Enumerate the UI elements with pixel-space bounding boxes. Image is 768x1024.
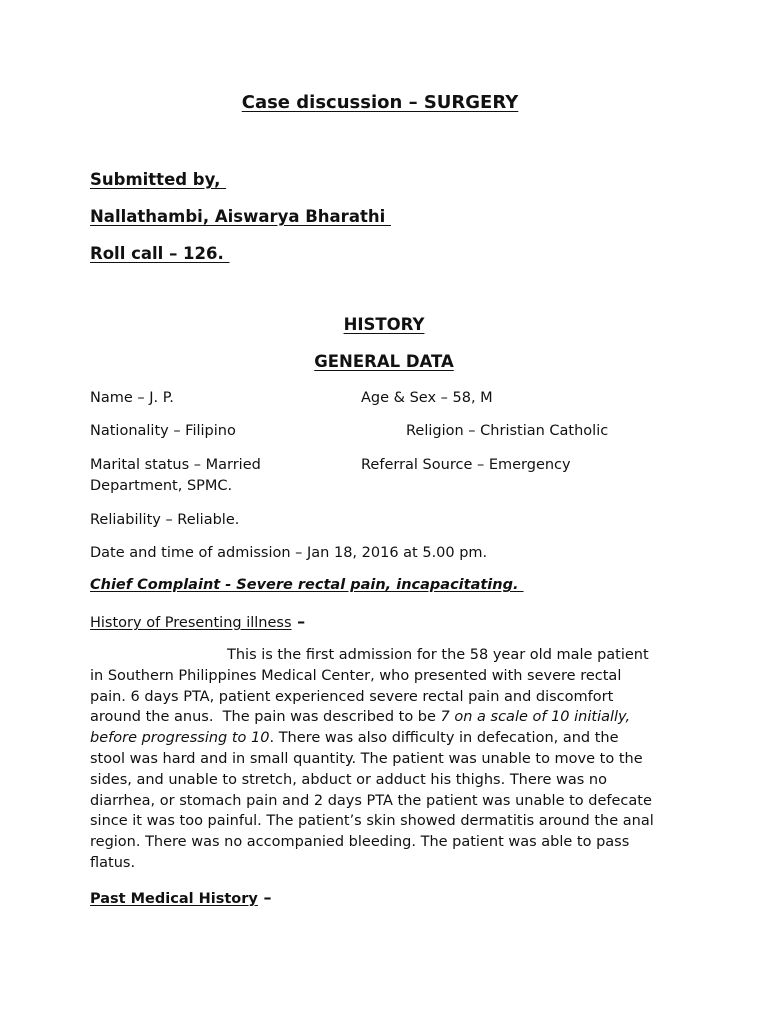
hpi-text: . There was also difficulty in defecation, and the bbox=[269, 730, 619, 747]
hpi-line: This is the first admission for the 58 year old male patient bbox=[227, 647, 649, 663]
reliability: Reliability – Reliable. bbox=[90, 512, 240, 528]
hpi-heading-label: History of Presenting illness bbox=[90, 615, 292, 631]
hpi-text: around the anus. The pain was described to be bbox=[90, 709, 441, 726]
hpi-line bbox=[90, 728, 690, 749]
hpi-line: since it was too painful. The patient’s skin showed dermatitis around the anal bbox=[90, 813, 654, 830]
nationality: Nationality – Filipino bbox=[90, 423, 236, 439]
history-heading: HISTORY bbox=[343, 315, 425, 334]
religion: Religion – Christian Catholic bbox=[406, 423, 609, 439]
hpi-paragraph bbox=[90, 645, 690, 874]
hpi-heading-dash: – bbox=[291, 612, 306, 631]
patient-name: Name – J. P. bbox=[90, 390, 174, 406]
pmh-heading bbox=[90, 888, 271, 907]
hpi-heading bbox=[90, 612, 305, 631]
hpi-line: pain. 6 days PTA, patient experienced severe rectal pain and discomfort bbox=[90, 688, 614, 705]
hpi-line: diarrhea, or stomach pain and 2 days PTA the patient was unable to defecate bbox=[90, 792, 652, 809]
marital-status: Marital status – Married bbox=[90, 457, 261, 473]
hpi-line: sides, and unable to stretch, abduct or adduct his thighs. There was no bbox=[90, 771, 607, 788]
pmh-heading-label: Past Medical History bbox=[90, 891, 258, 907]
referral-source-continued: Department, SPMC. bbox=[90, 478, 233, 494]
hpi-line: region. There was no accompanied bleeding. The patient was able to pass bbox=[90, 834, 630, 851]
referral-source: Referral Source – Emergency bbox=[361, 457, 571, 473]
admission-date: Date and time of admission – Jan 18, 2016 at 5.00 pm. bbox=[90, 545, 488, 561]
submitted-by-label: Submitted by, bbox=[90, 170, 227, 189]
hpi-line: in Southern Philippines Medical Center, who presented with severe rectal bbox=[90, 667, 622, 684]
general-data-heading: GENERAL DATA bbox=[314, 352, 454, 371]
roll-call: Roll call – 126. bbox=[90, 244, 230, 263]
hpi-line bbox=[90, 707, 690, 728]
hpi-line: stool was hard and in small quantity. The patient was unable to move to the bbox=[90, 750, 643, 767]
document-title: Case discussion – SURGERY bbox=[241, 92, 519, 113]
hpi-pain-scale: 7 on a scale of 10 initially, bbox=[440, 709, 631, 726]
pmh-heading-dash: – bbox=[257, 888, 272, 907]
hpi-line: flatus. bbox=[90, 854, 136, 871]
hpi-pain-progression: before progressing to 10 bbox=[90, 730, 270, 747]
chief-complaint: Chief Complaint - Severe rectal pain, incapacitating. bbox=[90, 577, 524, 593]
submitter-name: Nallathambi, Aiswarya Bharathi bbox=[90, 207, 391, 226]
age-sex: Age & Sex – 58, M bbox=[361, 390, 493, 406]
